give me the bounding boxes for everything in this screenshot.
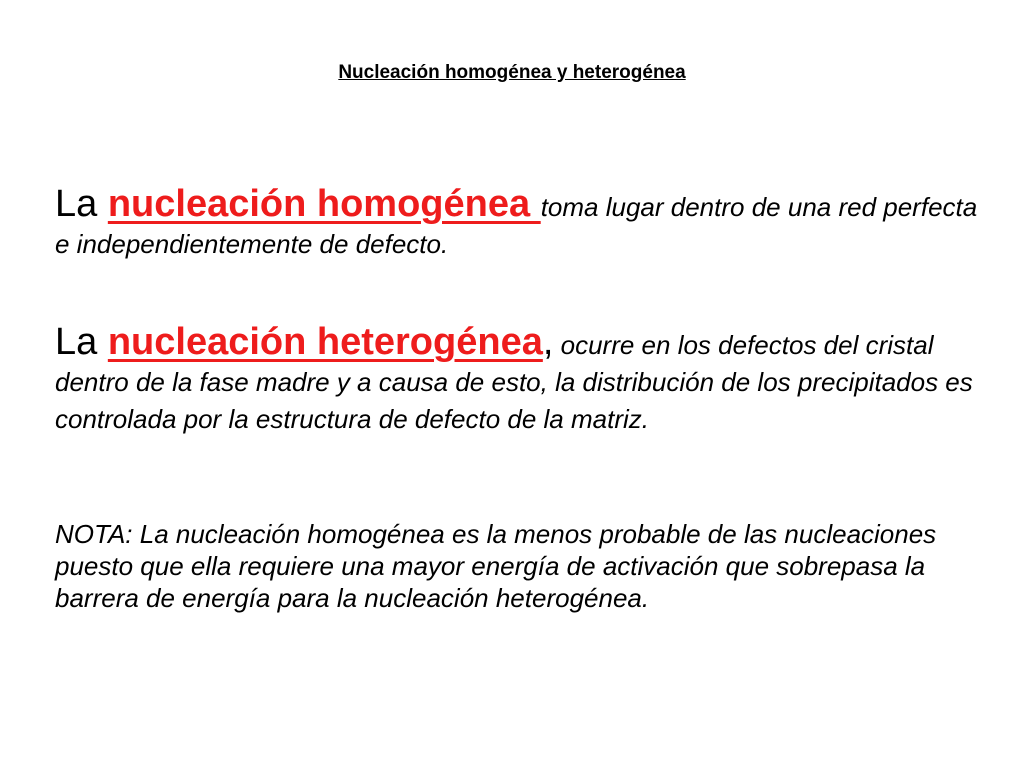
paragraph-punct: , <box>542 321 554 363</box>
paragraph-homogeneous <box>55 184 990 265</box>
paragraph-lead: La <box>55 321 108 363</box>
paragraph-lead: La <box>55 183 108 225</box>
term-heterogeneous: nucleación heterogénea <box>107 321 543 363</box>
paragraph-body: ocurre en los defectos del cristal dentro de la fase madre y a causa de esto, la distribución de los precipitados es controlada por la estructura de defecto de la matriz. <box>55 330 973 434</box>
paragraph-heterogeneous <box>55 322 990 440</box>
slide-title: Nucleación homogénea y heterogénea <box>338 62 686 83</box>
term-homogeneous: nucleación homogénea <box>107 183 541 225</box>
paragraph-body: toma lugar dentro de una red perfecta e independientemente de defecto. <box>55 192 978 259</box>
note-paragraph: NOTA: La nucleación homogénea es la menos probable de las nucleaciones puesto que ella requiere una mayor energía de activación que sobrepasa la barrera de energía para la nucleación heterogénea. <box>55 519 937 613</box>
